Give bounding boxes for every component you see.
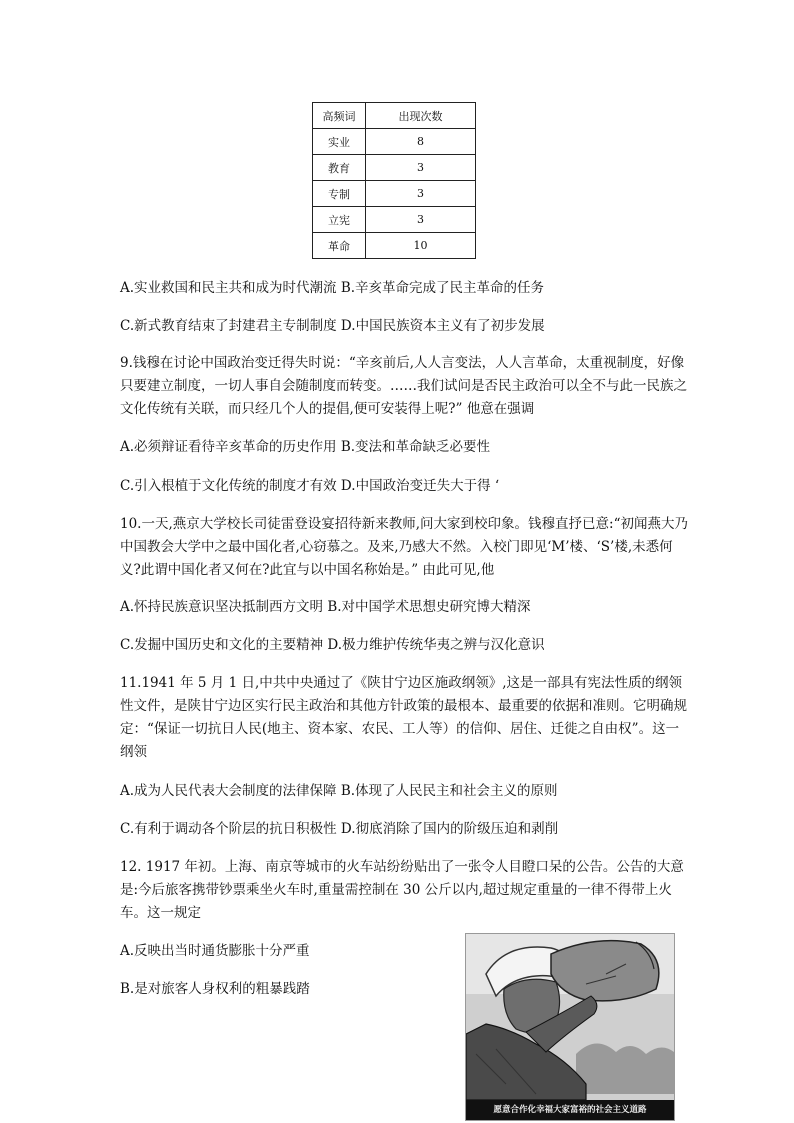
table-row: [313, 181, 476, 207]
table-row: [313, 207, 476, 233]
question-11: [120, 672, 692, 764]
q11-option-cd: C.有利于调动各个阶层的抗日积极性 D.彻底消除了国内的阶级压迫和剥削: [120, 821, 559, 837]
propaganda-poster-image: [465, 933, 675, 1121]
table-cell-word: 教育: [313, 155, 366, 181]
table-cell-count: 3: [366, 181, 476, 207]
q12-option-b: B.是对旅客人身权利的粗暴践踏: [120, 981, 310, 997]
q10-option-cd: C.发掘中国历史和文化的主要精神 D.极力维护传统华夷之辨与汉化意识: [120, 637, 545, 653]
q9-option-ab: A.必须辩证看待辛亥革命的历史作用 B.变法和革命缺乏必要性: [120, 439, 491, 455]
table-cell-word: 实业: [313, 129, 366, 155]
poster-artwork: [466, 934, 674, 1120]
q8-option-cd: C.新式教育结束了封建君主专制制度 D.中国民族资本主义有了初步发展: [120, 318, 545, 334]
question-9: [120, 352, 692, 421]
poster-caption: 愿意合作化幸福大家富裕的社会主义道路: [466, 1100, 674, 1120]
q12-option-a: A.反映出当时通货膨胀十分严重: [120, 943, 310, 959]
q10-option-ab: A.怀持民族意识坚决抵制西方文明 B.对中国学术思想史研究博大精深: [120, 599, 531, 615]
table-header-count: 出现次数: [366, 103, 476, 129]
q11-option-ab: A.成为人民代表大会制度的法律保障 B.体现了人民民主和社会主义的原则: [120, 783, 558, 799]
q9-stem: 9.钱穆在讨论中国政治变迁得失时说：“辛亥前后,人人言变法，人人言革命，太重视制度，好像只要建立制度，一切人事自会随制度而转变。……我们试问是否民主政治可以全不与此一民族之文化传统有关联，而只经几个人的提倡,便可安装得上呢?” 他意在强调: [120, 355, 687, 417]
table-cell-word: 立宪: [313, 207, 366, 233]
q9-option-cd: C.引入根植于文化传统的制度才有效 D.中国政治变迁失大于得 ‘: [120, 478, 500, 494]
table-cell-word: 革命: [313, 233, 366, 259]
frequency-table: [312, 102, 476, 259]
question-12: [120, 856, 692, 925]
table-cell-count: 3: [366, 207, 476, 233]
table-cell-count: 10: [366, 233, 476, 259]
table-header-word: 高频词: [313, 103, 366, 129]
table-row: [313, 233, 476, 259]
q11-stem: 11.1941 年 5 月 1 日,中共中央通过了《陕甘宁边区施政纲领》,这是一部具有宪法性质的纲领性文件，是陕甘宁边区实行民主政治和其他方针政策的最根本、最重要的依据和准则。它明确规定：“保证一切抗日人民(地主、资本家、农民、工人等）的信仰、居住、迁徙之自由权”。这一纲领: [120, 675, 687, 760]
table-cell-count: 3: [366, 155, 476, 181]
question-10: [120, 513, 692, 582]
q8-option-ab: A.实业救国和民主共和成为时代潮流 B.辛亥革命完成了民主革命的任务: [120, 280, 545, 296]
table-cell-count: 8: [366, 129, 476, 155]
table-cell-word: 专制: [313, 181, 366, 207]
table-header-row: [313, 103, 476, 129]
table-row: [313, 129, 476, 155]
table-row: [313, 155, 476, 181]
q12-stem: 12. 1917 年初。上海、南京等城市的火车站纷纷贴出了一张令人目瞪口呆的公告。公告的大意是:今后旅客携带钞票乘坐火车时,重量需控制在 30 公斤以内,超过规定重量的一律不得带上火车。这一规定: [120, 859, 684, 921]
q10-stem: 10.一天,燕京大学校长司徒雷登设宴招待新来教师,问大家到校印象。钱穆直抒已意:“初闻燕大乃中国教会大学中之最中国化者,心窃慕之。及来,乃感大不然。入校门即见‘M’楼、‘S’楼,未悉何义?此谓中国化者又何在?此宜与以中国名称始是。” 由此可见,他: [120, 516, 689, 578]
